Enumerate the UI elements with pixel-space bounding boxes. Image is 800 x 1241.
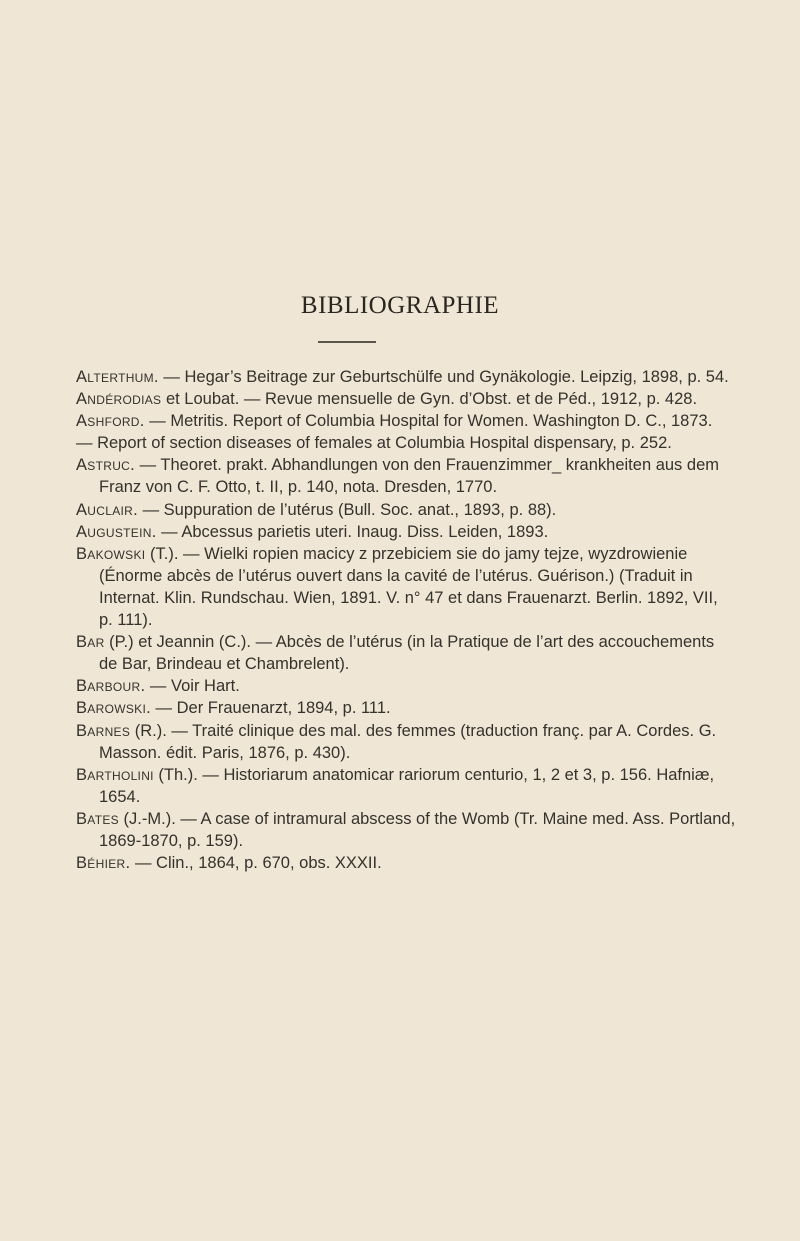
- bib-author: Auclair.: [76, 500, 138, 519]
- bib-text: — Hegar’s Beitrage zur Geburtschülfe und Gynäkologie. Leipzig, 1898, p. 54.: [158, 368, 729, 386]
- bib-author: Bartholini: [76, 765, 154, 784]
- bib-author: Alterthum.: [76, 368, 159, 386]
- bib-text: — Metritis. Report of Columbia Hospital for Women. Washington D. C., 1873.: [144, 412, 713, 431]
- bib-entry: [76, 543, 736, 631]
- bib-author: Barnes: [76, 721, 131, 740]
- bib-text: et Loubat. — Revue mensuelle de Gyn. d’Obst. et de Péd., 1912, p. 428.: [161, 390, 698, 409]
- bib-entry: [76, 454, 736, 498]
- bib-entry: [76, 499, 736, 521]
- bib-author: Béhier.: [76, 854, 131, 873]
- bib-entry: [76, 808, 736, 852]
- bib-entry: [76, 388, 736, 410]
- bib-text: (T.). — Wielki ropien macicy z przebiciem sie do jamy tejze, wyzdrowienie (Énorme abcès de l’utérus ouvert dans la cavité de l’utérus. Guérison.) (Traduit in Internat. Klin. Rundschau. Wien, 1891. V. n° 47 et dans Frauenarzt. Berlin. 1892, VII, p. 111).: [99, 544, 718, 630]
- bib-text: (R.). — Traité clinique des mal. des femmes (traduction franç. par A. Cordes. G. Masson. édit. Paris, 1876, p. 430).: [99, 721, 717, 762]
- bib-text: — Clin., 1864, p. 670, obs. XXXII.: [130, 854, 382, 873]
- bib-text: — Report of section diseases of females at Columbia Hospital dispensary, p. 252.: [76, 434, 672, 453]
- bib-text: — Suppuration de l’utérus (Bull. Soc. anat., 1893, p. 88).: [138, 500, 557, 519]
- bib-author: Augustein.: [76, 522, 157, 541]
- bib-text: — Voir Hart.: [145, 677, 240, 696]
- bib-entry: [76, 410, 736, 432]
- bibliography-list: [76, 366, 736, 874]
- bib-author: Ashford.: [76, 412, 145, 431]
- bib-author: Andérodias: [76, 390, 162, 409]
- bib-text: — Theoret. prakt. Abhandlungen von den Frauenzimmer_ krankheiten aus dem Franz von C. F. Otto, t. II, p. 140, nota. Dresden, 1770.: [99, 456, 719, 497]
- bib-text: — Abcessus parietis uteri. Inaug. Diss. Leiden, 1893.: [156, 522, 549, 541]
- bib-entry: [76, 521, 736, 543]
- bib-author: Astruc.: [76, 456, 136, 475]
- bib-text: (P.) et Jeannin (C.). — Abcès de l’utérus (in la Pratique de l’art des accouchements de Bar, Brindeau et Chambrelent).: [99, 633, 715, 674]
- bib-author: Bates: [76, 809, 119, 828]
- bib-entry: [76, 366, 736, 388]
- bib-entry: [76, 697, 736, 719]
- bib-text: — Der Frauenarzt, 1894, p. 111.: [150, 699, 391, 718]
- bib-entry: [76, 631, 736, 675]
- bib-author: Barbour.: [76, 677, 146, 696]
- title-rule: [318, 341, 376, 343]
- page-title: BIBLIOGRAPHIE: [300, 292, 500, 319]
- bib-entry: [76, 852, 736, 874]
- bib-entry: [76, 432, 736, 454]
- bib-entry: [76, 720, 736, 764]
- bib-text: (J.-M.). — A case of intramural abscess of the Womb (Tr. Maine med. Ass. Portland, 1869-1870, p. 159).: [99, 809, 736, 850]
- bib-text: (Th.). — Historiarum anatomicar rariorum centurio, 1, 2 et 3, p. 156. Hafniæ, 1654.: [99, 765, 715, 806]
- bib-author: Barowski.: [76, 699, 151, 718]
- bib-author: Bar: [76, 633, 105, 652]
- bib-entry: [76, 675, 736, 697]
- bib-author: Bakowski: [76, 544, 146, 563]
- bib-entry: [76, 764, 736, 808]
